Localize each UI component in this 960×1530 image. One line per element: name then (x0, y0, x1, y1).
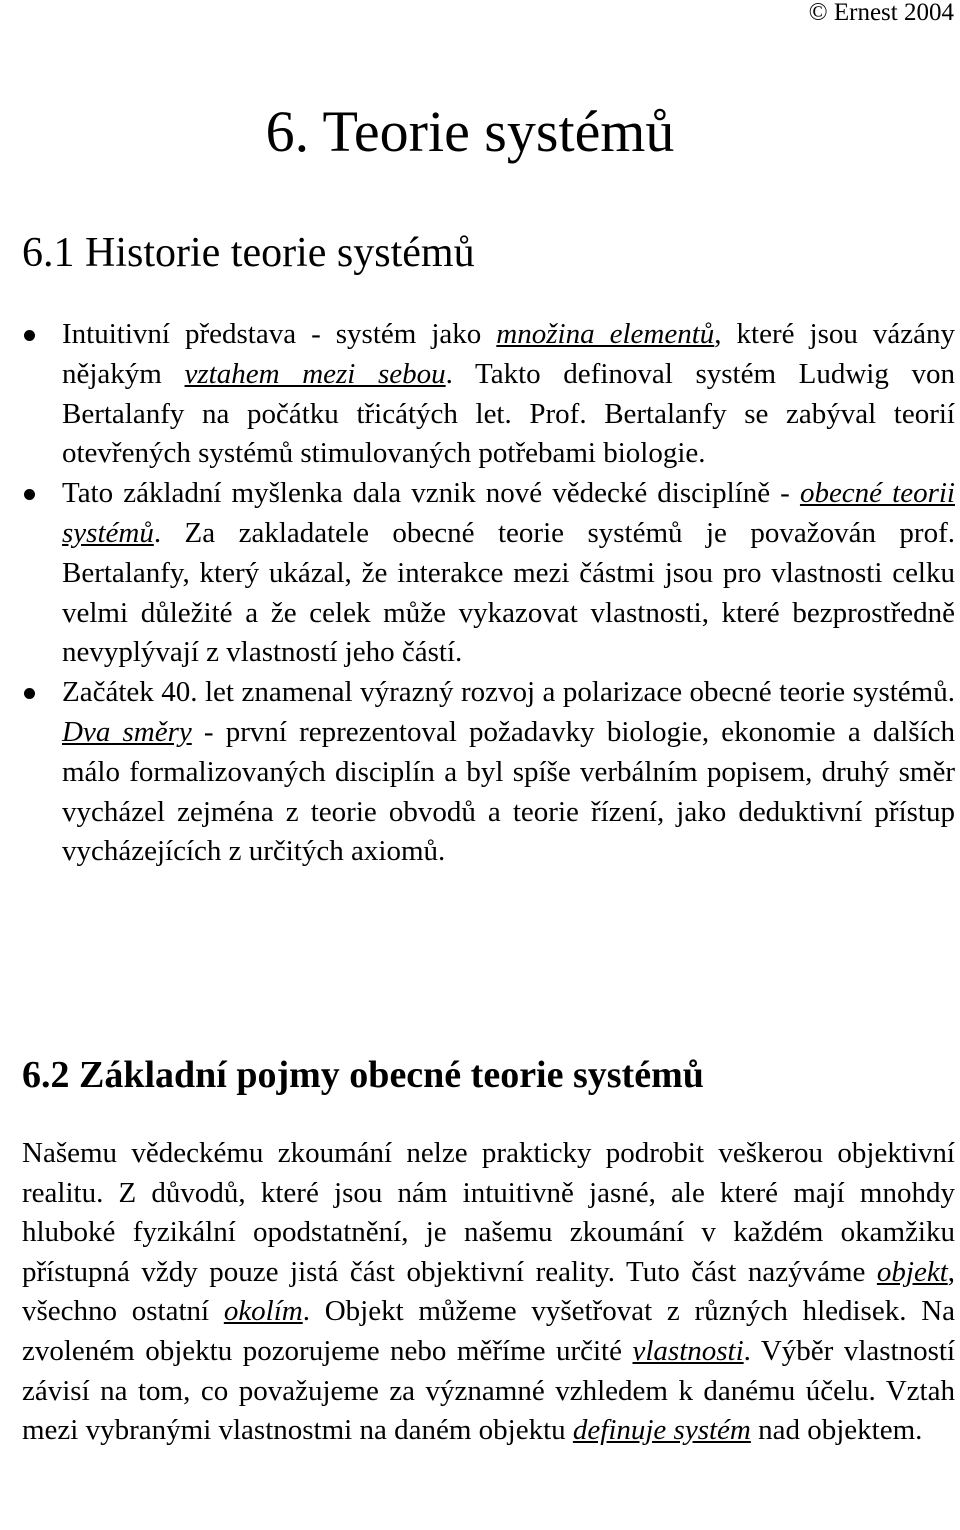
body-paragraph (22, 1134, 955, 1451)
bullet-icon (24, 489, 35, 500)
emphasized-term: definuje systém (572, 1414, 751, 1447)
text-run: Intuitivní představa - systém jako (62, 318, 497, 350)
copyright-notice: © Ernest 2004 (808, 0, 954, 26)
bullet-text (62, 676, 955, 867)
emphasized-term: vlastnosti (632, 1334, 744, 1367)
chapter-title: 6. Teorie systémů (265, 99, 675, 164)
bullet-item (22, 673, 955, 872)
emphasized-term: Dva směry (62, 715, 192, 748)
text-run: . Výběr vlastností závisí na tom, co považujeme za významné vzhledem k danému účelu. Vztah mezi vybranými vlastnostmi na daném objektu (22, 1334, 955, 1447)
text-run: Našemu vědeckému zkoumání nelze prakticky podrobit veškerou objektivní realitu. Z důvodů, které jsou nám intuitivně jasné, ale které mají mnohdy hluboké fyzikální opodstatnění, je našemu zkoumání v každém okamžiku přístupná vždy pouze jistá část objektivní reality. Tuto část nazýváme (22, 1137, 955, 1288)
text-run: - první reprezentoval požadavky biologie, ekonomie a dalších málo formalizovaných disciplín a byl spíše verbálním popisem, druhý směr vycházel zejména z teorie obvodů a teorie řízení, jako deduktivní přístup vycházejících z určitých axiomů. (62, 715, 955, 868)
text-run: . Takto definoval systém Ludwig von Bertalanfy na počátku třicátých let. Prof. Bertalanfy se zabýval teorií otevřených systémů stimulovaných potřebami biologie. (62, 357, 956, 470)
text-run: nad objektem. (750, 1414, 923, 1447)
emphasized-term: okolím (223, 1295, 303, 1328)
text-run: , všechno ostatní (22, 1255, 955, 1328)
bullet-text (62, 477, 955, 668)
emphasized-term: objekt (876, 1255, 948, 1288)
section-title-history: 6.1 Historie teorie systémů (22, 230, 475, 276)
emphasized-term: množina elementů (496, 318, 715, 350)
bullet-text (62, 318, 955, 469)
emphasized-term: obecné teorii systémů (62, 477, 955, 549)
bullet-icon (24, 688, 35, 699)
bullet-item (22, 315, 955, 474)
section-title-basic-concepts: 6.2 Základní pojmy obecné teorie systémů (22, 1054, 704, 1096)
text-run: Začátek 40. let znamenal výrazný rozvoj a polarizace obecné teorie systémů. (62, 676, 955, 709)
text-run: Tato základní myšlenka dala vznik nové vědecké disciplíně - (62, 477, 800, 510)
text-run: . Objekt můžeme vyšetřovat z různých hledisek. Na zvoleném objektu pozorujeme nebo měříme určité (22, 1295, 956, 1367)
bullet-item (22, 474, 955, 673)
bullet-icon (24, 330, 35, 341)
text-run: . Za zakladatele obecné teorie systémů je považován prof. Bertalanfy, který ukázal, že interakce mezi částmi jsou pro vlastnosti celku velmi důležité a že celek může vykazovat vlastnosti, které bezprostředně nevyplývají z vlastností jeho částí. (62, 516, 955, 669)
text-run: , které jsou vázány nějakým (62, 318, 955, 390)
bullet-list (22, 315, 955, 872)
emphasized-term: vztahem mezi sebou (184, 357, 446, 390)
